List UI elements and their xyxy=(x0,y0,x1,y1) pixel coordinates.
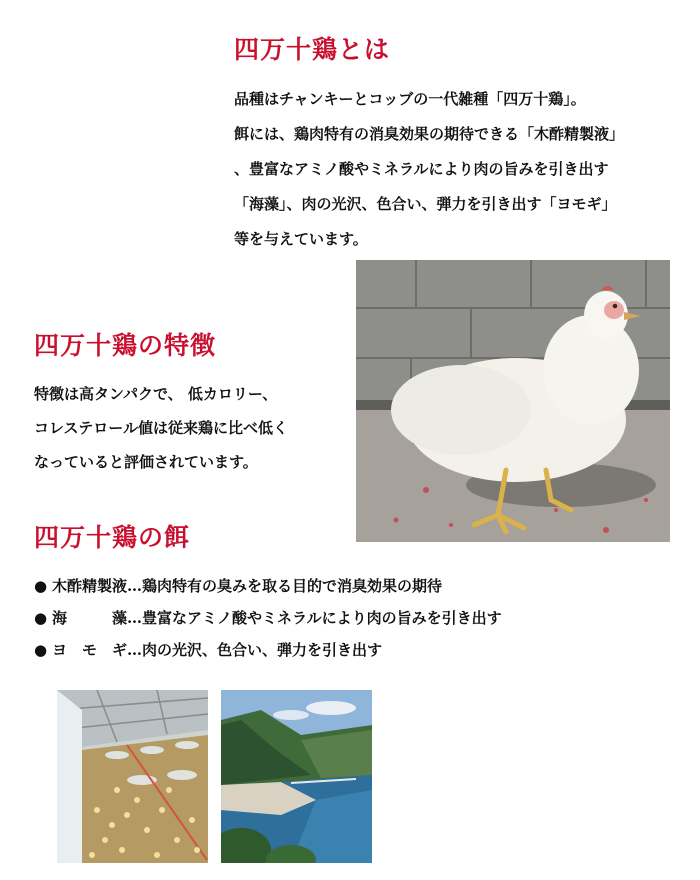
about-line: 「海藻」、肉の光沢、色合い、弾力を引き出す「ヨモギ」 xyxy=(234,195,617,213)
features-paragraph xyxy=(34,377,334,479)
section-title-feed: 四万十鶏の餌 xyxy=(34,523,191,552)
feed-name: ヨ モ ギ xyxy=(52,641,128,659)
poultry-house-photo xyxy=(57,690,208,863)
about-line: 等を与えています。 xyxy=(234,230,368,248)
features-line: コレステロール値は従来鶏に比べ低く xyxy=(34,419,288,437)
list-item xyxy=(34,570,674,602)
chicken-photo xyxy=(356,260,670,542)
bullet-icon: ● xyxy=(34,577,48,595)
features-line: 特徴は高タンパクで、 低カロリー、 xyxy=(34,385,278,403)
about-line: 品種はチャンキーとコッブの一代雑種「四万十鶏」。 xyxy=(234,90,586,108)
feed-name: 海 藻 xyxy=(52,609,128,627)
bullet-icon: ● xyxy=(34,641,48,659)
feed-name: 木酢精製液 xyxy=(52,577,128,595)
about-paragraph xyxy=(234,82,694,257)
feed-description: …鶏肉特有の臭みを取る目的で消臭効果の期待 xyxy=(127,577,443,595)
section-title-features: 四万十鶏の特徴 xyxy=(34,331,217,360)
river-landscape-photo xyxy=(221,690,372,863)
feed-description: …豊富なアミノ酸やミネラルにより肉の旨みを引き出す xyxy=(127,609,502,627)
list-item xyxy=(34,602,674,634)
section-title-about: 四万十鶏とは xyxy=(234,35,391,64)
about-line: 餌には、鶏肉特有の消臭効果の期待できる「木酢精製液」 xyxy=(234,125,625,143)
bullet-icon: ● xyxy=(34,609,48,627)
list-item xyxy=(34,634,674,666)
features-line: なっていると評価されています。 xyxy=(34,453,258,471)
feed-description: …肉の光沢、色合い、弾力を引き出す xyxy=(127,641,383,659)
about-line: 、豊富なアミノ酸やミネラルにより肉の旨みを引き出す xyxy=(234,160,609,178)
feed-list xyxy=(34,570,674,666)
